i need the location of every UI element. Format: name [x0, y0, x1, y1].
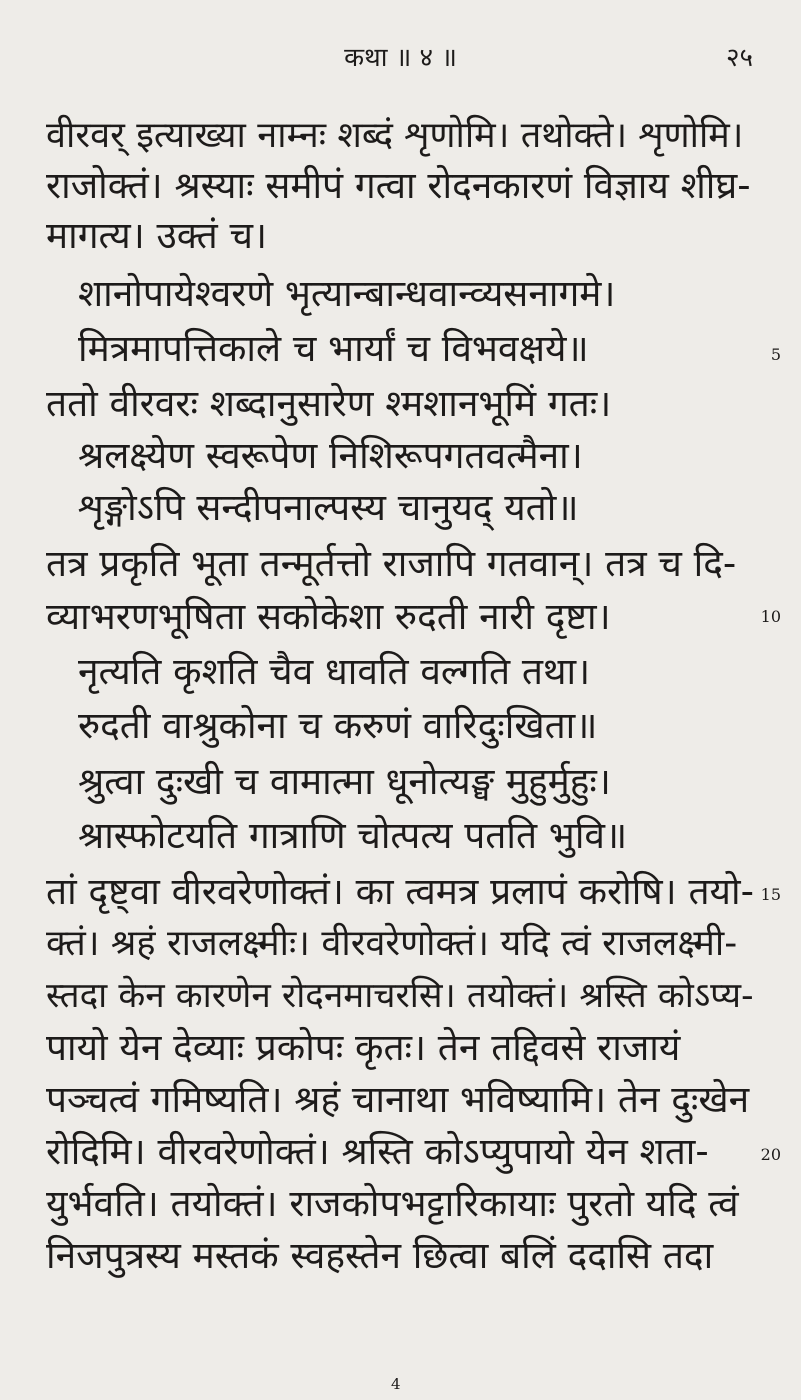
signature-mark: 4: [391, 1375, 401, 1393]
page-header: [0, 38, 801, 78]
text-line: स्तदा केन कारणेन रोदनमाचरसि। तयोक्तं। श्रस्ति कोऽप्य-: [46, 976, 754, 1016]
text-line: ततो वीरवरः शब्दानुसारेण श्मशानभूमिं गतः।: [46, 382, 612, 425]
text-line: पायो येन देव्याः प्रकोपः कृतः। तेन तद्दिवसे राजायं: [46, 1026, 681, 1069]
running-head: कथा ॥ ४ ॥: [344, 43, 457, 73]
line-number: 10: [760, 607, 781, 626]
text-line: व्याभरणभूषिता सकोकेशा रुदती नारी दृष्टा।: [46, 595, 611, 638]
text-line: युर्भवति। तयोक्तं। राजकोपभट्टारिकायाः पुरतो यदि त्वं: [46, 1182, 739, 1225]
text-line: राजोक्तं। श्रस्याः समीपं गत्वा रोदनकारणं विज्ञाय शीघ्र-: [46, 164, 751, 207]
line-number: 15: [760, 885, 781, 904]
line-number: 5: [770, 345, 781, 364]
text-line: तत्र प्रकृति भूता तन्मूर्तत्तो राजापि गतवान्। तत्र च दि-: [46, 542, 737, 585]
text-line: तां दृष्ट्वा वीरवरेणोक्तं। का त्वमत्र प्रलापं करोषि। तयो-: [46, 870, 754, 913]
verse-line: श्रास्फोटयति गात्राणि चोत्पत्य पतति भुवि॥: [78, 814, 628, 857]
verse-line: शृङ्गोऽपि सन्दीपनाल्पस्य चानुयद् यतो॥: [78, 486, 579, 529]
text-line: क्तं। श्रहं राजलक्ष्मीः। वीरवरेणोक्तं। यदि त्वं राजलक्ष्मी-: [46, 923, 738, 964]
text-line: रोदिमि। वीरवरेणोक्तं। श्रस्ति कोऽप्युपायो येन शता-: [46, 1130, 709, 1173]
verse-line: श्रुत्वा दुःखी च वामात्मा धूनोत्यङ्घ मुहुर्मुहुः।: [78, 760, 611, 803]
verse-line: मित्रमापत्तिकाले च भार्यां च विभवक्षये॥: [78, 327, 589, 370]
text-line: वीरवर् इत्याख्या नाम्नः शब्दं शृणोमि। तथोक्ते। शृणोमि।: [46, 115, 744, 156]
verse-line: रुदती वाश्रुकोना च करुणं वारिदुःखिता॥: [78, 704, 598, 747]
text-line: मागत्य। उक्तं च।: [46, 214, 267, 257]
text-line: निजपुत्रस्य मस्तकं स्वहस्तेन छित्वा बलिं ददासि तदा: [46, 1234, 714, 1277]
verse-line: शानोपायेश्वरणे भृत्यान्बान्धवान्व्यसनागमे।: [78, 272, 616, 315]
page-number: २५: [725, 43, 753, 73]
line-number: 20: [760, 1145, 781, 1164]
verse-line: श्रलक्ष्येण स्वरूपेण निशिरूपगतवत्मैना।: [78, 434, 583, 477]
text-line: पञ्चत्वं गमिष्यति। श्रहं चानाथा भविष्यामि। तेन दुःखेन: [46, 1078, 750, 1121]
verse-line: नृत्यति कृशति चैव धावति वल्गति तथा।: [78, 650, 591, 693]
